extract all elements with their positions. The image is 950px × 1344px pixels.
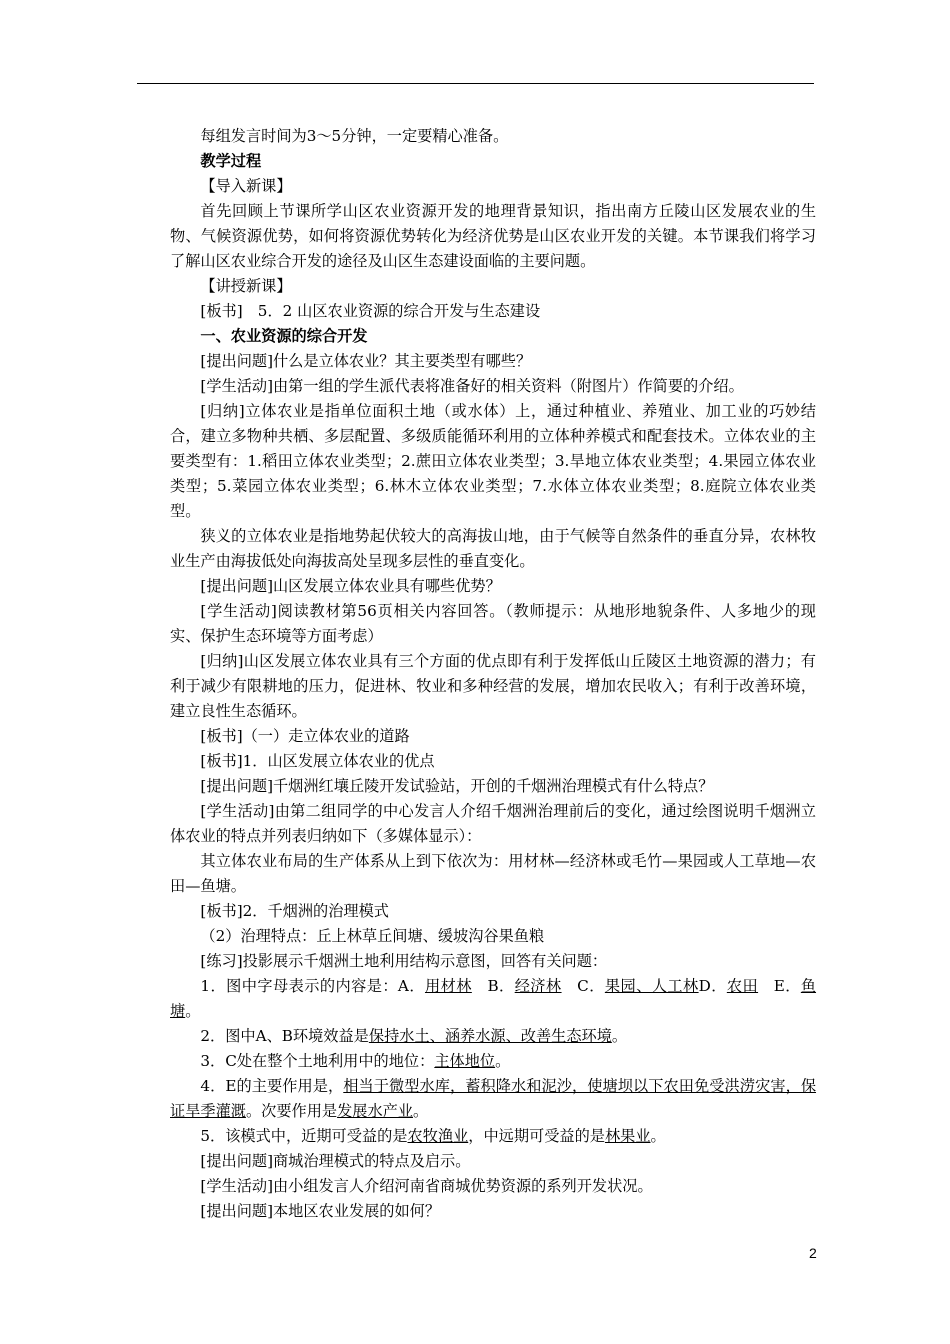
question-text: B． xyxy=(471,977,515,995)
exercise-question-4 xyxy=(170,1074,816,1124)
answer-blank: 鱼塘 xyxy=(170,977,817,1020)
question-text: 。 xyxy=(413,1102,429,1120)
answer-blank: 保持水土、涵养水源、改善生态环境 xyxy=(368,1027,612,1045)
paragraph: [板书] 5．2 山区农业资源的综合开发与生态建设 xyxy=(200,302,541,320)
paragraph: [板书]1．山区发展立体农业的优点 xyxy=(200,752,435,770)
answer-blank: 经济林 xyxy=(514,977,562,995)
paragraph: [归纳]山区发展立体农业具有三个方面的优点即有利于发挥低山丘陵区土地资源的潜力；有利于减少有限耕地的压力，促进林、牧业和多种经营的发展，增加农民收入；有利于改善环境，建立良性生态循环。 xyxy=(170,652,816,720)
question-text: 。 xyxy=(495,1052,511,1070)
question-text: 1．图中字母表示的内容是：A． xyxy=(200,977,425,995)
paragraph: [学生活动]由第二组同学的中心发言人介绍千烟洲治理前后的变化，通过绘图说明千烟洲立体农业的特点并列表归纳如下（多媒体显示）： xyxy=(170,802,816,845)
paragraph: [提出问题]山区发展立体农业具有哪些优势？ xyxy=(200,577,501,595)
question-text: C． xyxy=(561,977,605,995)
header-rule xyxy=(137,83,814,84)
exercise-question-3 xyxy=(170,1049,816,1074)
question-text: 4．E的主要作用是， xyxy=(200,1077,344,1095)
question-text: 。 xyxy=(650,1127,666,1145)
paragraph: [练习]投影展示千烟洲土地利用结构示意图，回答有关问题： xyxy=(200,952,608,970)
answer-blank: 相当于微型水库，蓄积降水和泥沙，使塘坝以下农田免受洪涝灾害，保证旱季灌溉 xyxy=(170,1077,817,1120)
section-heading: 教学过程 xyxy=(200,152,262,170)
answer-blank: 果园、人工林 xyxy=(604,977,699,995)
paragraph: 首先回顾上节课所学山区农业资源开发的地理背景知识，指出南方丘陵山区发展农业的生物、气候资源优势，如何将资源优势转化为经济优势是山区农业开发的关键。本节课我们将学习了解山区农业综合开发的途径及山区生态建设面临的主要问题。 xyxy=(170,202,816,270)
answer-blank: 农田 xyxy=(726,977,759,995)
answer-blank: 林果业 xyxy=(604,1127,651,1145)
paragraph: 每组发言时间为3～5分钟，一定要精心准备。 xyxy=(200,127,509,145)
paragraph: [归纳]立体农业是指单位面积土地（或水体）上，通过种植业、养殖业、加工业的巧妙结合，建立多物种共栖、多层配置、多级质能循环利用的立体种养模式和配套技术。立体农业的主要类型有：1.稻田立体农业类型；2.蔗田立体农业类型；3.旱地立体农业类型；4.果园立体农业类型；5.菜园立体农业类型；6.林木立体农业类型；7.水体立体农业类型；8.庭院立体农业类型。 xyxy=(170,402,816,520)
paragraph: [提出问题]商城治理模式的特点及启示。 xyxy=(200,1152,471,1170)
paragraph: [提出问题]什么是立体农业？其主要类型有哪些？ xyxy=(200,352,532,370)
question-text: D． xyxy=(698,977,727,995)
exercise-question-2 xyxy=(170,1024,816,1049)
paragraph: [学生活动]由小组发言人介绍河南省商城优势资源的系列开发状况。 xyxy=(200,1177,653,1195)
question-text: E． xyxy=(758,977,801,995)
question-text: 5．该模式中，近期可受益的是 xyxy=(200,1127,408,1145)
paragraph: 【导入新课】 xyxy=(200,177,292,195)
question-text: 3．C处在整个土地利用中的地位： xyxy=(200,1052,435,1070)
question-text: 。 xyxy=(611,1027,628,1045)
question-text: ，中远期可受益的是 xyxy=(468,1127,605,1145)
paragraph: [板书]2．千烟洲的治理模式 xyxy=(200,902,389,920)
paragraph: [提出问题]本地区农业发展的如何？ xyxy=(200,1202,441,1220)
answer-blank: 主体地位 xyxy=(434,1052,496,1070)
paragraph: （2）治理特点：丘上林草丘间塘、缓坡沟谷果鱼粮 xyxy=(200,927,545,945)
page-number: 2 xyxy=(809,1245,817,1261)
question-text: 。次要作用是 xyxy=(245,1102,338,1120)
document-body xyxy=(170,124,816,1224)
paragraph: [板书]（一）走立体农业的道路 xyxy=(200,727,410,745)
paragraph: 狭义的立体农业是指地势起伏较大的高海拔山地，由于气候等自然条件的垂直分异，农林牧业生产由海拔低处向海拔高处呈现多层性的垂直变化。 xyxy=(170,527,816,570)
paragraph: 【讲授新课】 xyxy=(200,277,292,295)
exercise-question-1 xyxy=(170,974,816,1024)
paragraph: [学生活动]阅读教材第56页相关内容回答。（教师提示：从地形地貌条件、人多地少的现实、保护生态环境等方面考虑） xyxy=(170,602,816,645)
section-heading: 一、农业资源的综合开发 xyxy=(200,327,368,345)
answer-blank: 用材林 xyxy=(424,977,472,995)
question-text: 。 xyxy=(185,1002,201,1020)
answer-blank: 农牧渔业 xyxy=(407,1127,469,1145)
answer-blank: 发展水产业 xyxy=(337,1102,413,1120)
paragraph: [学生活动]由第一组的学生派代表将准备好的相关资料（附图片）作简要的介绍。 xyxy=(200,377,744,395)
paragraph: [提出问题]千烟洲红壤丘陵开发试验站，开创的千烟洲治理模式有什么特点？ xyxy=(200,777,714,795)
paragraph: 其立体农业布局的生产体系从上到下依次为：用材林—经济林或毛竹—果园或人工草地—农田—鱼塘。 xyxy=(170,852,816,895)
exercise-question-5 xyxy=(170,1124,816,1149)
question-text: 2．图中A、B环境效益是 xyxy=(200,1027,369,1045)
